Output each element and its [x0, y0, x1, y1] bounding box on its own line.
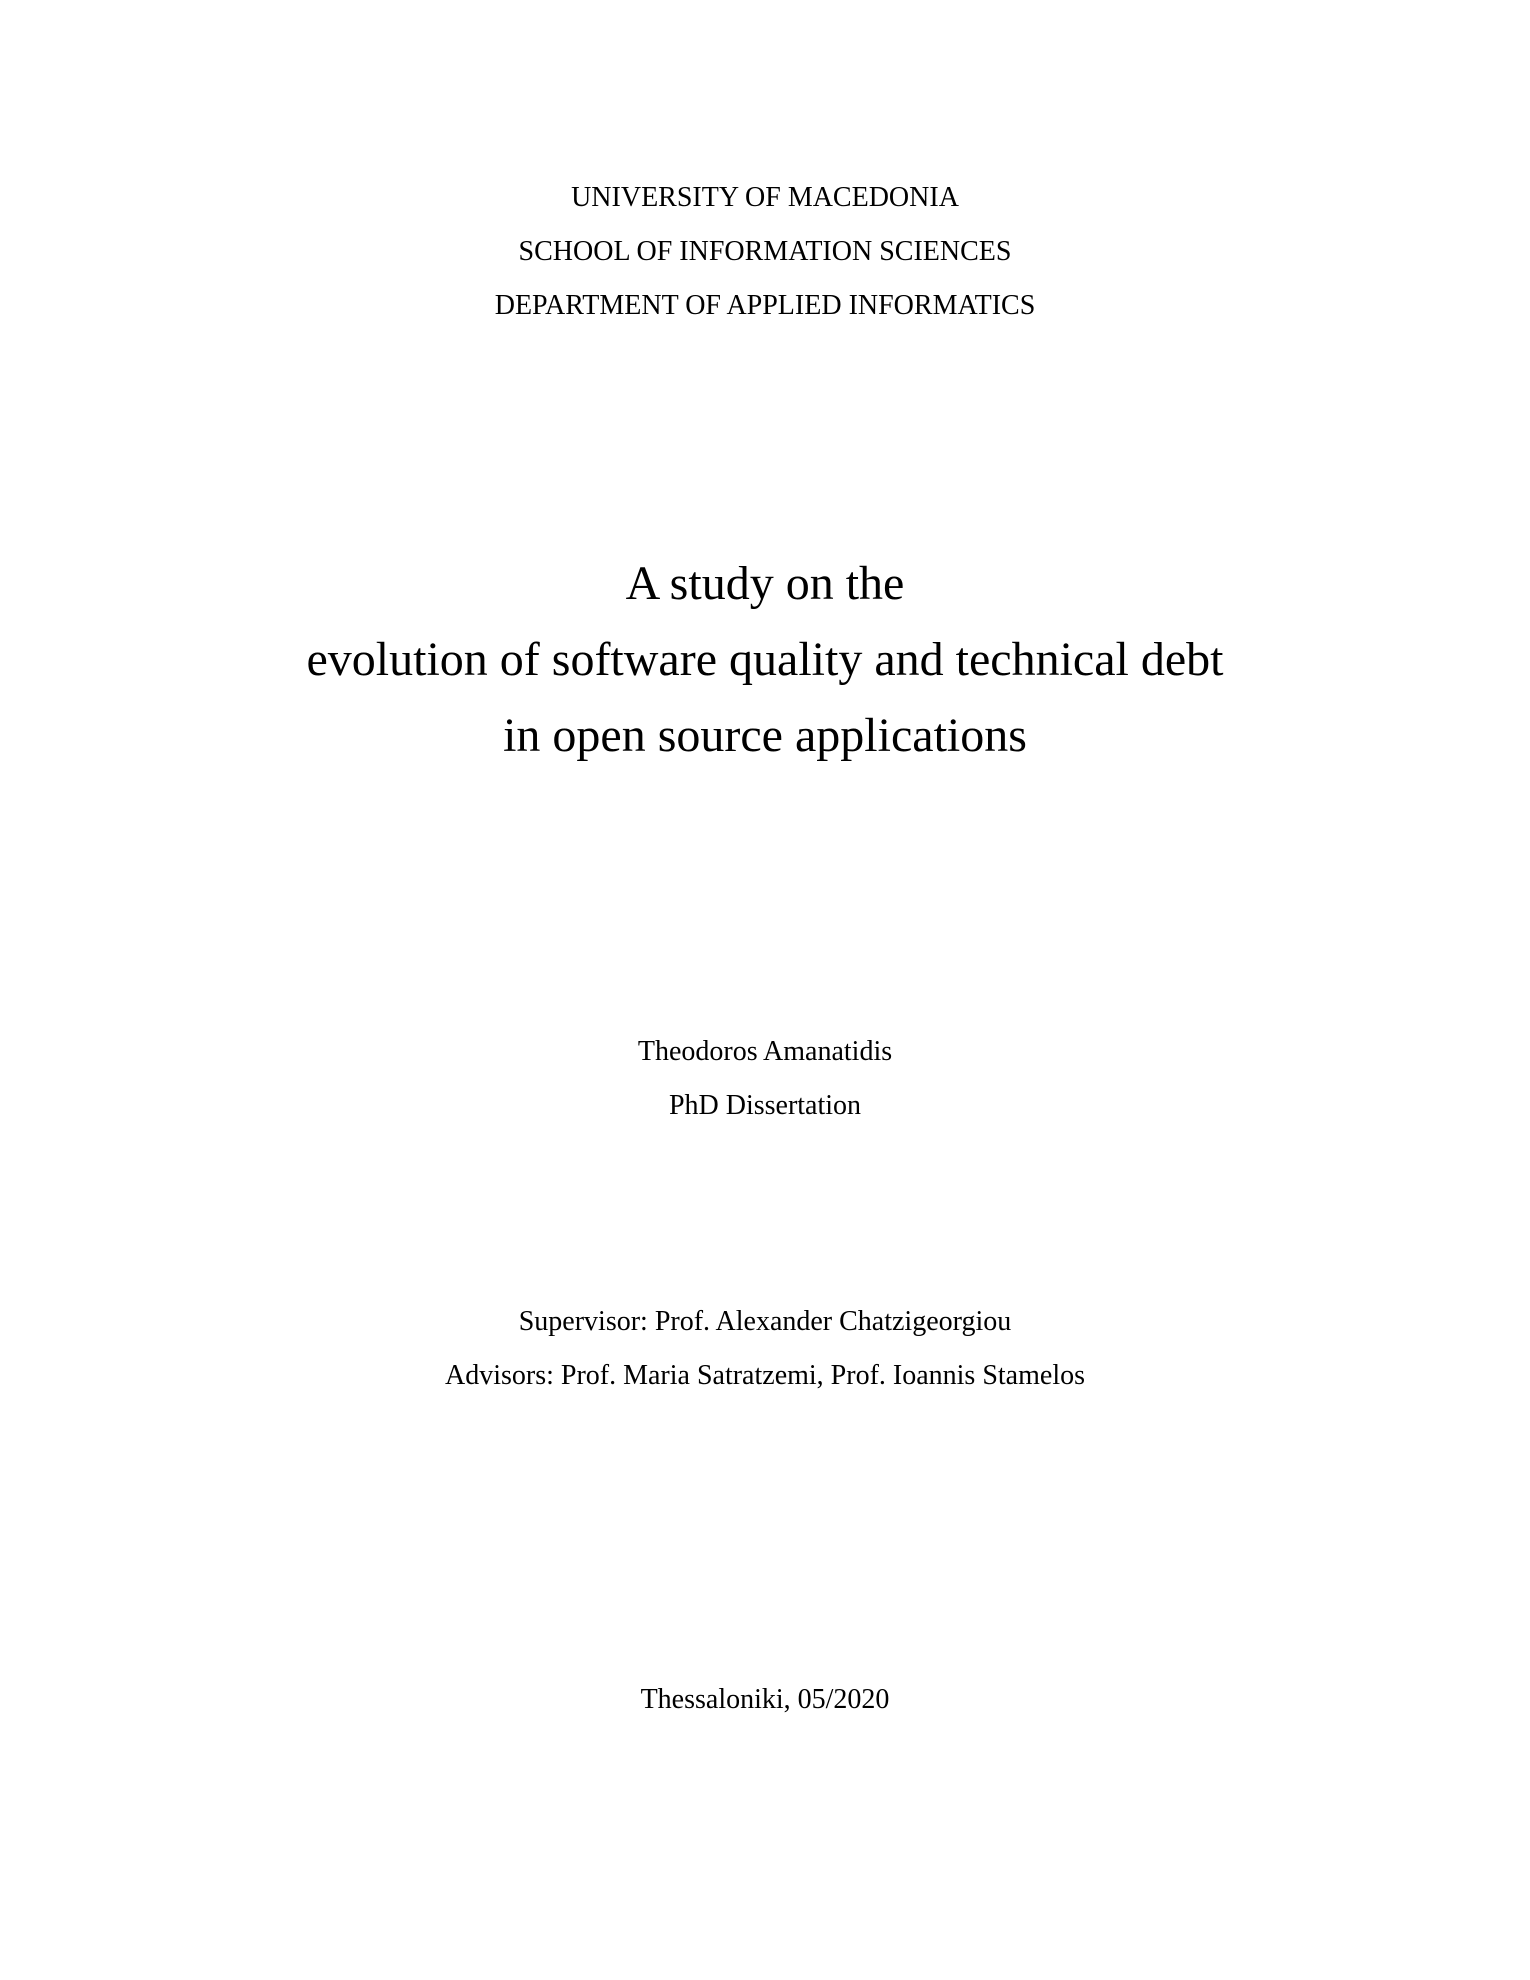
supervisor-line: Supervisor: Prof. Alexander Chatzigeorgiou: [518, 1306, 1012, 1337]
dissertation-title-line-2: evolution of software quality and technical debt: [306, 633, 1224, 686]
dissertation-title-line-1: A study on the: [625, 557, 905, 610]
university-name: UNIVERSITY OF MACEDONIA: [571, 182, 959, 213]
place-and-date: Thessaloniki, 05/2020: [640, 1684, 890, 1715]
degree-type: PhD Dissertation: [668, 1090, 862, 1121]
author-name: Theodoros Amanatidis: [637, 1036, 893, 1067]
school-name: SCHOOL OF INFORMATION SCIENCES: [518, 236, 1012, 267]
department-name: DEPARTMENT OF APPLIED INFORMATICS: [494, 290, 1036, 321]
advisors-line: Advisors: Prof. Maria Satratzemi, Prof. Ioannis Stamelos: [444, 1360, 1085, 1391]
dissertation-title-line-3: in open source applications: [503, 709, 1027, 762]
